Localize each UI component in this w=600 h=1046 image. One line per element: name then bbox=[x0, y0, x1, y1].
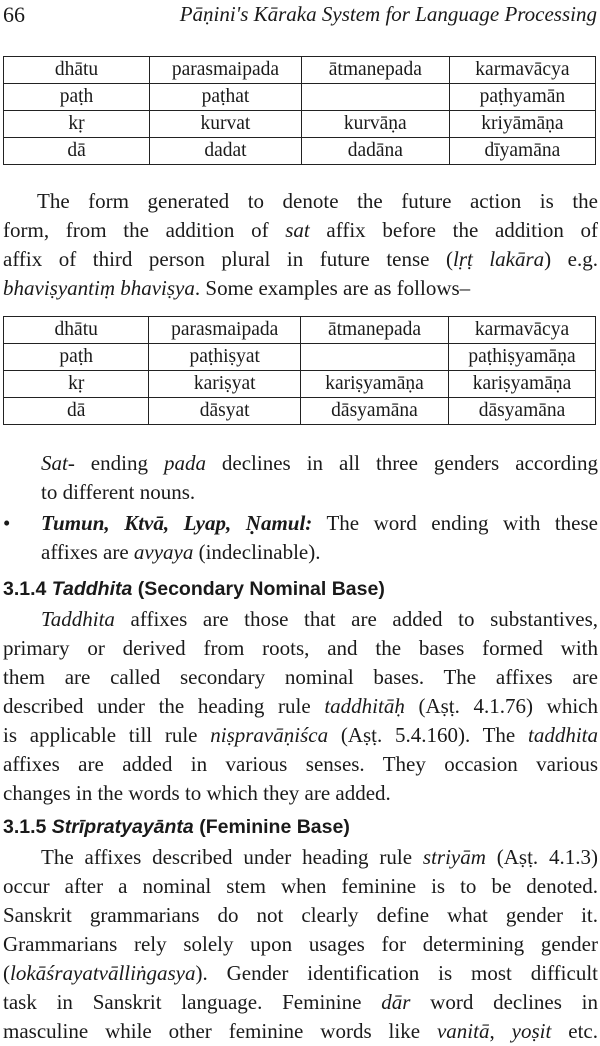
page-header bbox=[3, 2, 597, 26]
text-line: Grammarians rely solely upon usages for determining gender bbox=[3, 932, 598, 956]
text-line: them are called secondary nominal bases. The affixes are bbox=[3, 665, 598, 689]
table-cell: dhātu bbox=[4, 57, 150, 84]
table-cell: kṛ bbox=[4, 111, 150, 138]
text-line: Sat- ending pada declines in all three genders according bbox=[41, 451, 598, 475]
table-cell: dīyamāna bbox=[449, 138, 595, 165]
table-cell: karmavācya bbox=[449, 57, 595, 84]
text-line: primary or derived from roots, and the bases formed with bbox=[3, 636, 598, 660]
table-cell: karmavācya bbox=[449, 317, 596, 344]
running-title: Pāṇini's Kāraka System for Language Processing bbox=[179, 2, 597, 26]
table-cell: paṭh bbox=[4, 344, 149, 371]
table-cell bbox=[301, 84, 449, 111]
table-row bbox=[4, 398, 596, 425]
text-line: is applicable till rule niṣpravāṇiśca (Aṣṭ. 5.4.160). The taddhita bbox=[3, 723, 598, 747]
participle-table-future bbox=[3, 316, 596, 425]
table-header-row bbox=[4, 57, 596, 84]
table-cell: dadāna bbox=[301, 138, 449, 165]
text-line: bhaviṣyantiṃ bhaviṣya. Some examples are as follows– bbox=[3, 276, 471, 300]
table-cell: ātmanepada bbox=[300, 317, 448, 344]
text-line: Taddhita affixes are those that are added to substantives, bbox=[41, 607, 598, 631]
table-cell: kurvāṇa bbox=[301, 111, 449, 138]
table-cell bbox=[300, 344, 448, 371]
participle-table-present bbox=[3, 56, 596, 165]
text-line: (lokāśrayatvālliṅgasya). Gender identification is most difficult bbox=[3, 961, 598, 985]
text-line: to different nouns. bbox=[41, 480, 196, 504]
text-line: changes in the words to which they are added. bbox=[3, 781, 391, 805]
paragraph-taddhita bbox=[3, 605, 598, 808]
table-row bbox=[4, 111, 596, 138]
table-cell: dadat bbox=[150, 138, 302, 165]
text-line: masculine while other feminine words like vanitā, yoṣit etc. bbox=[3, 1019, 598, 1043]
table-cell: parasmaipada bbox=[149, 317, 301, 344]
table-cell: dhātu bbox=[4, 317, 149, 344]
table-cell: dā bbox=[4, 398, 149, 425]
table-row bbox=[4, 344, 596, 371]
table-cell: kurvat bbox=[150, 111, 302, 138]
table-cell: dāsyat bbox=[149, 398, 301, 425]
section-heading-3-1-5: 3.1.5 Strīpratyayānta (Feminine Base) bbox=[3, 816, 350, 838]
table-cell: paṭhiṣyat bbox=[149, 344, 301, 371]
table-cell: ātmanepada bbox=[301, 57, 449, 84]
bullet-point: • bbox=[3, 511, 11, 535]
bullet-text bbox=[41, 509, 598, 567]
text-line: Sanskrit grammarians do not clearly define what gender it. bbox=[3, 903, 598, 927]
text-line: affix of third person plural in future tense (lṛṭ lakāra) e.g. bbox=[3, 247, 598, 271]
paragraph-sat-ending bbox=[3, 449, 598, 507]
table-cell: kariṣyamāṇa bbox=[300, 371, 448, 398]
text-line: affixes are avyaya (indeclinable). bbox=[41, 540, 321, 564]
table-cell: dā bbox=[4, 138, 150, 165]
table-cell: kariṣyat bbox=[149, 371, 301, 398]
italic-term: sat bbox=[285, 218, 310, 242]
section-heading-3-1-4: 3.1.4 Taddhita (Secondary Nominal Base) bbox=[3, 578, 385, 600]
paragraph-feminine bbox=[3, 843, 598, 1046]
text-line: form, from the addition of sat affix before the addition of bbox=[3, 218, 598, 242]
table-row bbox=[4, 138, 596, 165]
table-cell: paṭh bbox=[4, 84, 150, 111]
text-line: occur after a nominal stem when feminine is to be denoted. bbox=[3, 874, 598, 898]
table-row bbox=[4, 84, 596, 111]
page-number: 66 bbox=[3, 2, 25, 27]
text-line: The affixes described under heading rule striyām (Aṣṭ. 4.1.3) bbox=[41, 845, 598, 869]
table-cell: kriyāmāṇa bbox=[449, 111, 595, 138]
table-cell: paṭhyamān bbox=[449, 84, 595, 111]
table-cell: dāsyamāna bbox=[449, 398, 596, 425]
table-header-row bbox=[4, 317, 596, 344]
table-cell: paṭhat bbox=[150, 84, 302, 111]
table-cell: kariṣyamāṇa bbox=[449, 371, 596, 398]
table-cell: parasmaipada bbox=[150, 57, 302, 84]
paragraph-future-form bbox=[3, 187, 598, 303]
text-line: Tumun, Ktvā, Lyap, Ṇamul: The word ending with these bbox=[41, 511, 598, 535]
text-line: task in Sanskrit language. Feminine dār word declines in bbox=[3, 990, 599, 1014]
text-line: The form generated to denote the future action is the bbox=[37, 189, 598, 213]
text-line: affixes are added in various senses. They occasion various bbox=[3, 752, 598, 776]
table-cell: kṛ bbox=[4, 371, 149, 398]
text-line: described under the heading rule taddhitāḥ (Aṣṭ. 4.1.76) which bbox=[3, 694, 599, 718]
table-cell: dāsyamāna bbox=[300, 398, 448, 425]
table-row bbox=[4, 371, 596, 398]
table-cell: paṭhiṣyamāṇa bbox=[449, 344, 596, 371]
